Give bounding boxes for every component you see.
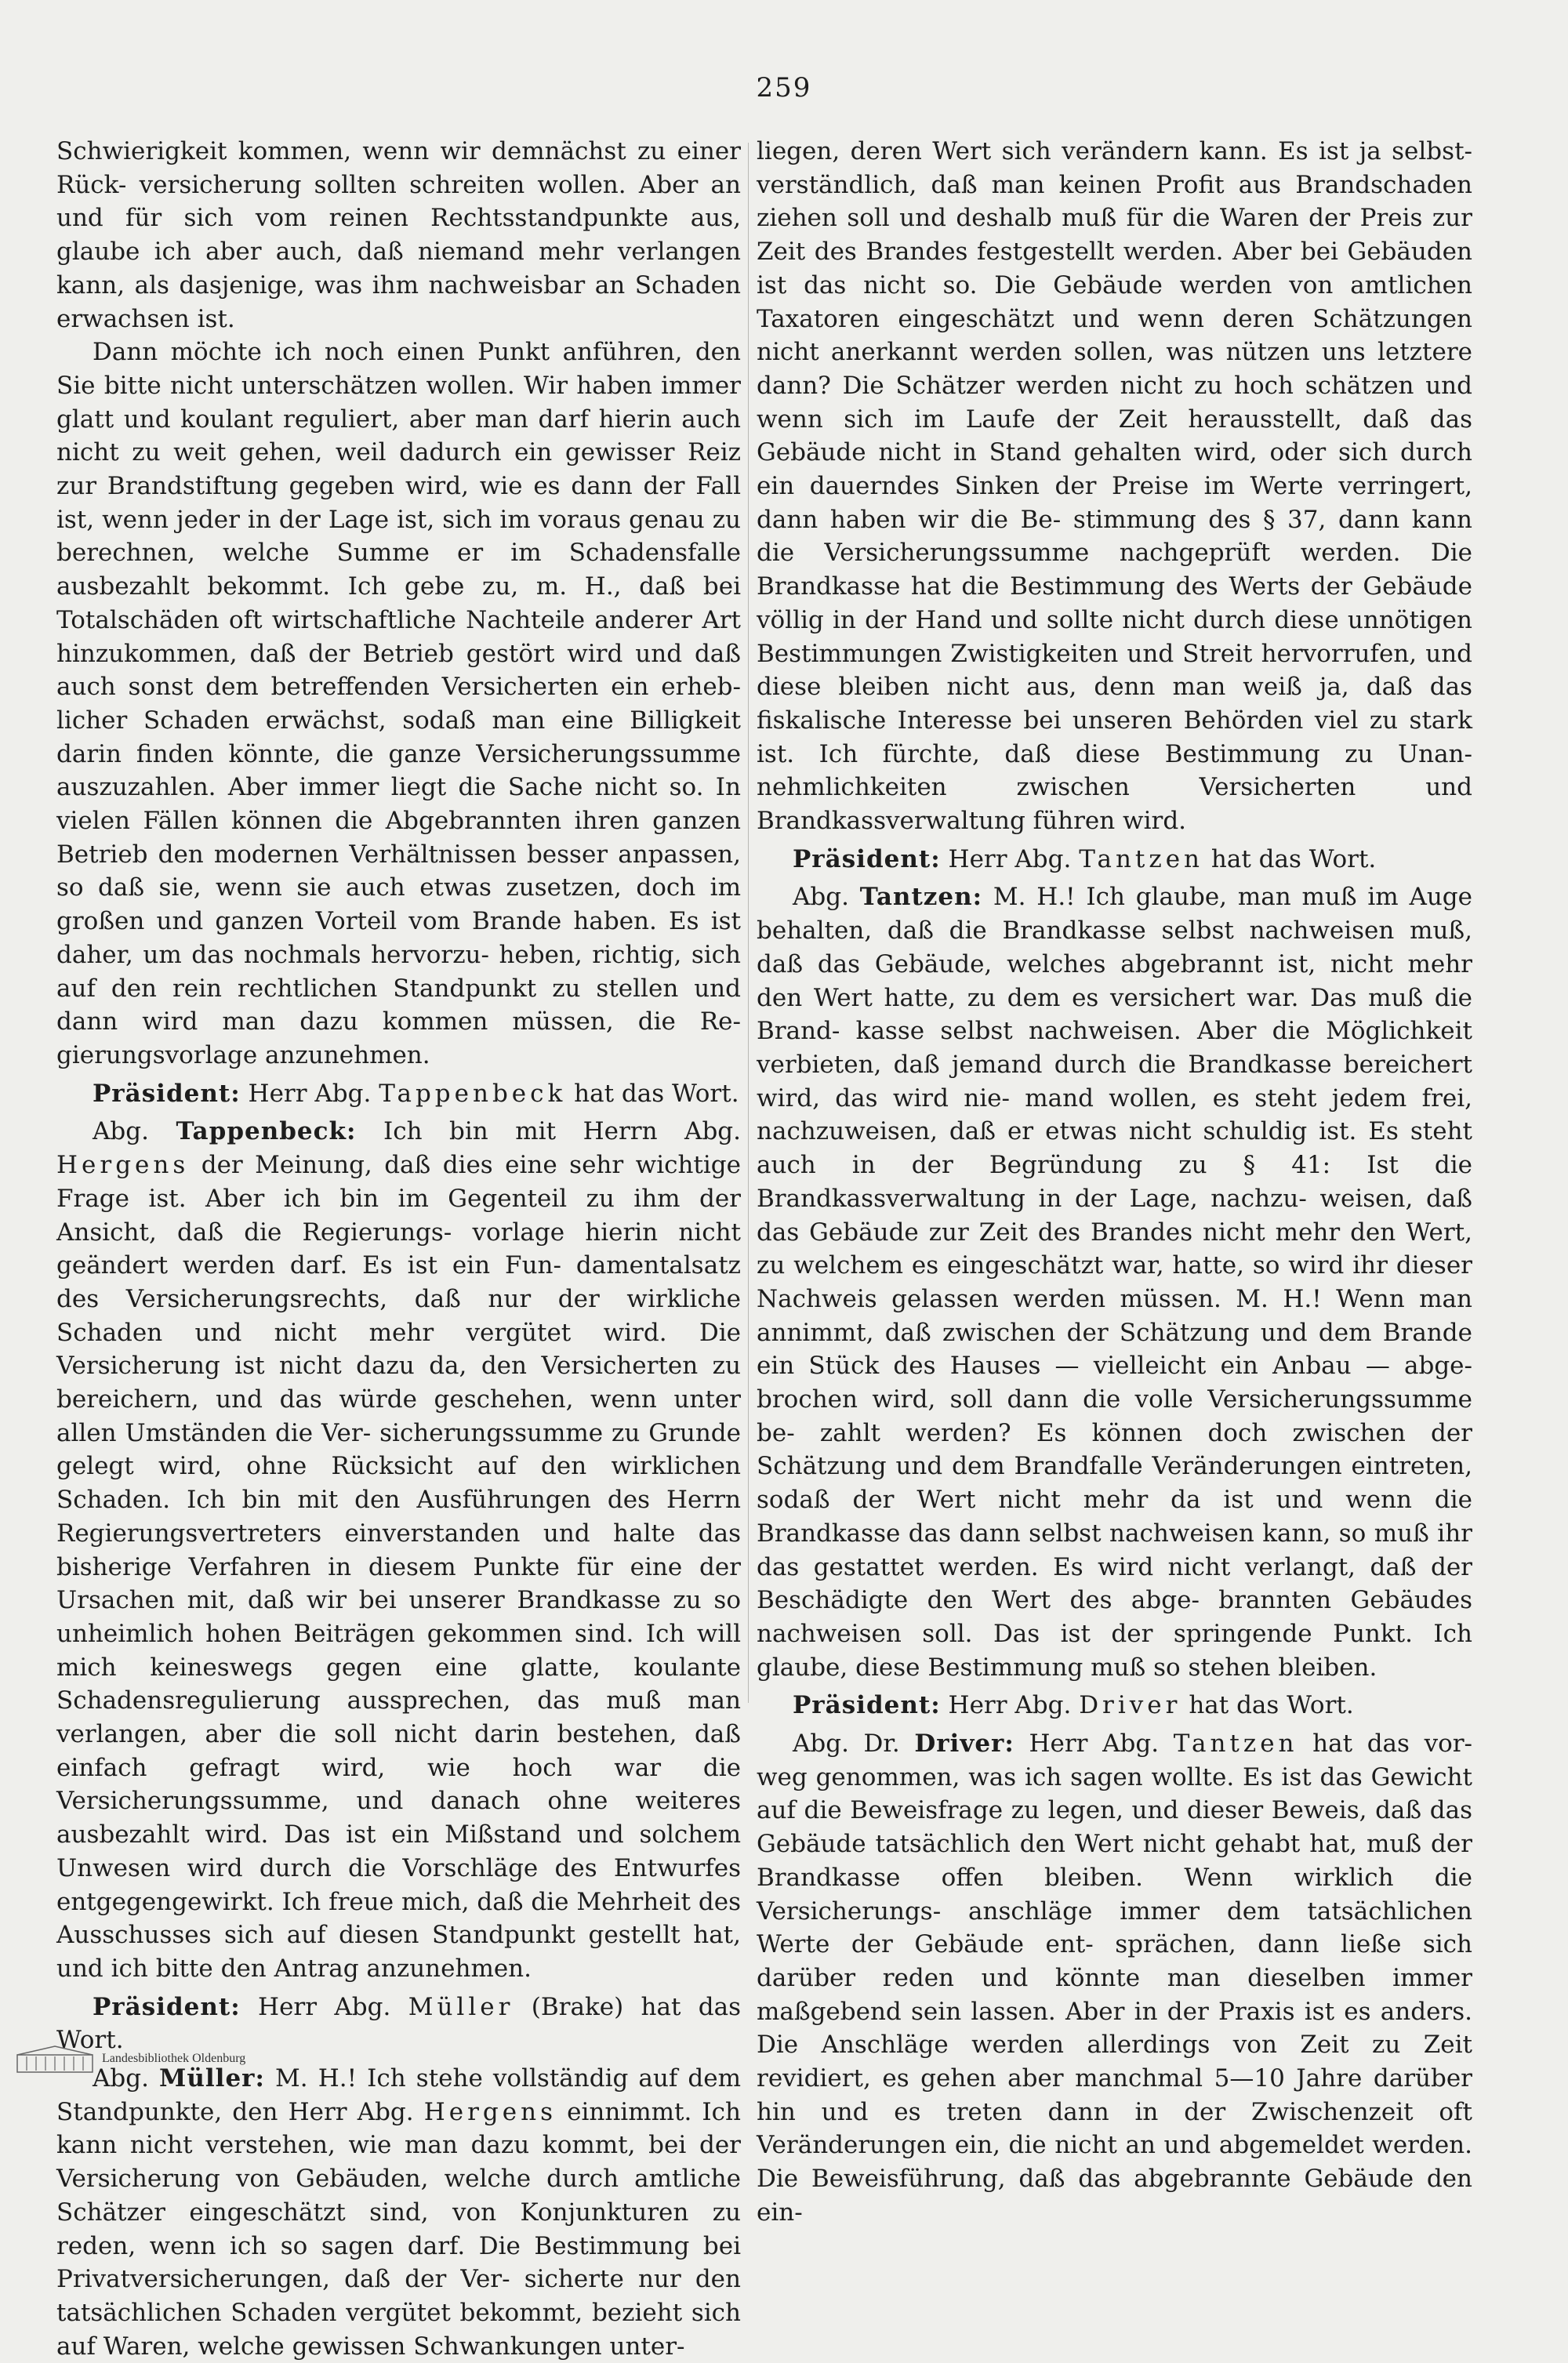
speaker-name: Hergens xyxy=(56,1151,190,1180)
heading-text: hat das Wort. xyxy=(574,1079,739,1108)
right-column xyxy=(757,135,1472,2230)
speaker-name: Tantzen xyxy=(1173,1730,1298,1759)
heading-text: hat das Wort. xyxy=(1210,844,1377,873)
library-building-icon xyxy=(16,2044,94,2074)
speaker-heading xyxy=(757,1684,1472,1727)
speech-paragraph xyxy=(56,1115,741,1985)
speech-text: Ich bin mit Herrn Abg. xyxy=(383,1117,741,1146)
speech-paragraph xyxy=(757,1727,1472,2230)
speaker-name: Tantzen xyxy=(1079,844,1204,873)
speaker-label: Präsident: xyxy=(93,1992,241,2021)
speech-text: einnimmt. Ich kann nicht verstehen, wie man dazu kommt, bei der Versicherung von Gebäuden, welche durch amtliche Schätzer eingeschätzt sind, von Konjunkturen zu reden, wenn ich so sagen darf. Die Bestimmung bei Privatversicherungen, daß der Ver- sicherte nur den tatsächlichen Schaden vergütet bekommt, bezieht sich auf Waren, welche gewissen Schwankungen unter- xyxy=(56,2097,741,2361)
heading-text: (Brake) hat das Wort. xyxy=(56,1992,742,2055)
speaker-name: Müller xyxy=(408,1992,514,2021)
speaker-heading xyxy=(757,838,1472,881)
speech-lead: Abg. xyxy=(793,883,849,912)
speaker-name: Hergens xyxy=(423,2097,557,2126)
heading-text: Herr Abg. xyxy=(258,1992,391,2021)
speech-text: Herr Abg. xyxy=(1029,1730,1160,1759)
speaker-name: Tappenbeck xyxy=(379,1079,567,1108)
speaker-label: Müller: xyxy=(159,2064,265,2093)
speaker-heading xyxy=(56,1073,741,1116)
speaker-label: Präsident: xyxy=(93,1079,241,1108)
page-number: 259 xyxy=(756,72,812,103)
speech-lead: Abg. xyxy=(93,2064,149,2093)
speech-text: der Meinung, daß dies eine sehr wichtige Frage ist. Aber ich bin im Gegenteil zu ihm der Ansicht, daß die Regierungs- vorlage hierin nicht geändert werden darf. Es ist ein Fun- damentalsatz des Versicherungsrechts, daß nur der wirkliche Schaden und nicht mehr vergütet wird. Die Versicherung ist nicht dazu da, den Versicherten zu bereichern, und das würde geschehen, wenn unter allen Umständen die Ver- sicherungssumme zu Grunde gelegt wird, ohne Rücksicht auf den wirklichen Schaden. Ich bin mit den Ausführungen des Herrn Regierungsvertreters einverstanden und halte das bisherige Verfahren in diesem Punkte für eine der Ursachen mit, daß wir bei unserer Brandkasse zu so unheimlich hohen Beiträgen gekommen sind. Ich will mich keineswegs gegen eine glatte, koulante Schadensregulierung aussprechen, das muß man verlangen, aber die soll nicht darin bestehen, daß einfach gefragt wird, wie hoch war die Versicherungssumme, und danach ohne weiteres ausbezahlt wird. Das ist ein Mißstand und solchem Unwesen wird durch die Vorschläge des Entwurfes entgegengewirkt. Ich freue mich, daß die Mehrheit des Ausschusses sich auf diesen Standpunkt gestellt hat, und ich bitte den Antrag anzunehmen. xyxy=(56,1151,741,1983)
speech-paragraph xyxy=(56,2062,741,2363)
heading-text: Herr Abg. xyxy=(948,844,1072,873)
column-divider xyxy=(748,143,749,1703)
left-column xyxy=(56,135,741,2363)
library-name: Landesbibliothek Oldenburg xyxy=(102,2052,246,2065)
heading-text: hat das Wort. xyxy=(1189,1691,1354,1720)
speaker-label: Driver: xyxy=(914,1730,1014,1759)
speech-text: M. H.! Ich glaube, man muß im Auge behalten, daß die Brandkasse selbst nachweisen muß, daß das Gebäude, welches abgebrannt ist, nicht mehr den Wert hatte, zu dem es versichert war. Das muß die Brand- kasse selbst nachweisen. Aber die Möglichkeit verbieten, daß jemand durch die Brandkasse bereichert wird, das wird nie- mand wollen, es steht jedem frei, nachzuweisen, daß er etwas nicht schuldig ist. Es steht auch in der Begründung zu § 41: Ist die Brandkassverwaltung in der Lage, nachzu- weisen, daß das Gebäude zur Zeit des Brandes nicht mehr den Wert, zu welchem es eingeschätzt war, hatte, so wird ihr dieser Nachweis gelassen werden müssen. M. H.! Wenn man annimmt, daß zwischen der Schätzung und dem Brande ein Stück des Hauses — vielleicht ein Anbau — abge- brochen wird, soll dann die volle Versicherungssumme be- zahlt werden? Es können doch zwischen der Schätzung und dem Brandfalle Veränderungen eintreten, sodaß der Wert nicht mehr da ist und wenn die Brandkasse das dann selbst nachweisen kann, so muß ihr das gestattet werden. Es wird nicht verlangt, daß der Beschädigte den Wert des abge- brannten Gebäudes nachweisen soll. Das ist der springende Punkt. Ich glaube, diese Bestimmung muß so stehen bleiben. xyxy=(757,883,1472,1682)
speaker-name: Driver xyxy=(1079,1691,1181,1720)
speech-text: M. H.! Ich stehe vollständig auf dem Standpunkte, den Herr Abg. xyxy=(56,2064,742,2126)
paragraph: Schwierigkeit kommen, wenn wir demnächst zu einer Rück- versicherung sollten schreiten wollen. Aber an und für sich vom reinen Rechtsstandpunkte aus, glaube ich aber auch, daß niemand mehr verlangen kann, als dasjenige, was ihm nachweisbar an Schaden erwachsen ist. xyxy=(56,137,741,333)
paragraph: Dann möchte ich noch einen Punkt anführen, den Sie bitte nicht unterschätzen wollen. Wir haben immer glatt und koulant reguliert, aber man darf hierin auch nicht zu weit gehen, weil dadurch ein gewisser Reiz zur Brandstiftung gegeben wird, wie es dann der Fall ist, wenn jeder in der Lage ist, sich im voraus genau zu berechnen, welche Summe er im Schadensfalle ausbezahlt bekommt. Ich gebe zu, m. H., daß bei Totalschäden oft wirtschaftliche Nachteile anderer Art hinzukommen, daß der Betrieb gestört wird und daß auch sonst dem betreffenden Versicherten ein erheb- licher Schaden erwächst, sodaß man eine Billigkeit darin finden könnte, die ganze Versicherungssumme auszuzahlen. Aber immer liegt die Sache nicht so. In vielen Fällen können die Abgebrannten ihren ganzen Betrieb den modernen Verhältnissen besser anpassen, so daß sie, wenn sie auch etwas zusetzen, doch im großen und ganzen Vorteil vom Brande haben. Es ist daher, um das nochmals hervorzu- heben, richtig, sich auf den rein rechtlichen Standpunkt zu stellen und dann wird man dazu kommen müssen, die Re- gierungsvorlage anzunehmen. xyxy=(56,338,741,1069)
speech-lead: Abg. xyxy=(93,1117,149,1146)
speaker-label: Präsident: xyxy=(793,844,941,873)
speech-paragraph xyxy=(757,880,1472,1684)
library-watermark xyxy=(16,2043,245,2074)
paragraph: liegen, deren Wert sich verändern kann. Es ist ja selbst- verständlich, daß man keinen Profit aus Brandschaden ziehen soll und deshalb muß für die Waren der Preis zur Zeit des Brandes festgestellt werden. Aber bei Gebäuden ist das nicht so. Die Gebäude werden von amtlichen Taxatoren eingeschätzt und wenn deren Schätzungen nicht anerkannt werden sollen, was nützen uns letztere dann? Die Schätzer werden nicht zu hoch schätzen und wenn sich im Laufe der Zeit herausstellt, daß das Gebäude nicht in Stand gehalten wird, oder sich durch ein dauerndes Sinken der Preise im Werte verringert, dann haben wir die Be- stimmung des § 37, dann kann die Versicherungssumme nachgeprüft werden. Die Brandkasse hat die Bestimmung des Werts der Gebäude völlig in der Hand und sollte nicht durch diese unnötigen Bestimmungen Zwistigkeiten und Streit hervorrufen, und diese bleiben nicht aus, denn man weiß ja, daß das fiskalische Interesse bei unseren Behörden viel zu stark ist. Ich fürchte, daß diese Bestimmung zu Unan- nehmlichkeiten zwischen Versicherten und Brandkassverwaltung führen wird. xyxy=(757,137,1472,836)
speaker-label: Tantzen: xyxy=(859,883,983,912)
heading-text: Herr Abg. xyxy=(248,1079,372,1108)
speaker-label: Tappenbeck: xyxy=(176,1117,357,1146)
speaker-label: Präsident: xyxy=(793,1691,941,1720)
speech-lead: Abg. Dr. xyxy=(793,1730,900,1759)
speech-text: hat das vor- weg genommen, was ich sagen wollte. Es ist das Gewicht auf die Beweisfrage zu legen, und dieser Beweis, daß das Gebäude tatsächlich den Wert nicht gehabt hat, muß der Brandkasse offen bleiben. Wenn wirklich die Versicherungs- anschläge immer dem tatsächlichen Werte der Gebäude ent- sprächen, dann ließe sich darüber reden und könnte man dieselben immer maßgebend sein lassen. Aber in der Praxis ist es anders. Die Anschläge werden allerdings von Zeit zu Zeit revidiert, es gehen aber manchmal 5—10 Jahre darüber hin und es treten dann in der Zwischenzeit oft Veränderungen ein, die nicht an und abgemeldet werden. Die Beweisführung, daß das abgebrannte Gebäude den ein- xyxy=(757,1730,1473,2227)
heading-text: Herr Abg. xyxy=(948,1691,1072,1720)
